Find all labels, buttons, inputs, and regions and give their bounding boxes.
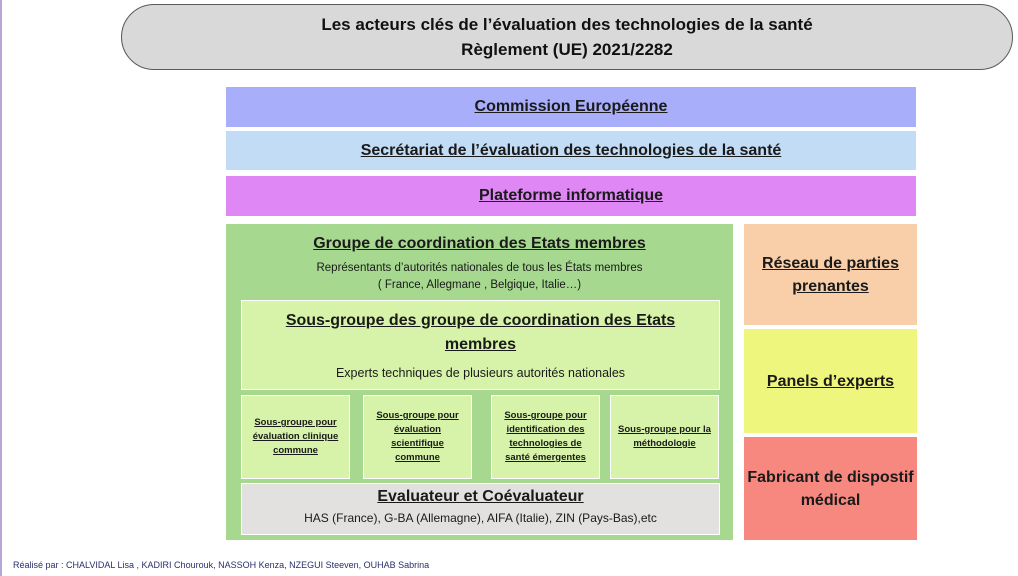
- page-left-border: [0, 0, 2, 576]
- groupe-title: Groupe de coordination des Etats membres: [313, 235, 646, 252]
- sous-groupe-box: [241, 300, 720, 390]
- groupe-description-line-1: Représentants d’autorités nationales de tous les États membres: [316, 262, 643, 274]
- sous-groupe-description: Experts techniques de plusieurs autorités nationales: [335, 366, 626, 380]
- commission-band: Commission Européenne: [225, 86, 917, 128]
- reseau-parties-prenantes-box: Réseau de parties prenantes: [743, 223, 918, 326]
- plateforme-band: Plateforme informatique: [225, 175, 917, 217]
- sous-groupe-evaluation-clinique: Sous-groupe pour évaluation clinique commune: [241, 395, 350, 479]
- evaluateur-box: [241, 483, 720, 535]
- secretariat-band: Secrétariat de l’évaluation des technologies de la santé: [225, 130, 917, 171]
- evaluateur-description: HAS (France), G-BA (Allemagne), AIFA (Italie), ZIN (Pays-Bas),etc: [304, 511, 657, 525]
- sous-groupe-technologies-emergentes: Sous-groupe pour identification des technologies de santé émergentes: [491, 395, 600, 479]
- footer-credits: Réalisé par : CHALVIDAL Lisa , KADIRI Chourouk, NASSOH Kenza, NZEGUI Steeven, OUHAB Sabrina: [13, 560, 430, 570]
- title-line-1: Les acteurs clés de l’évaluation des technologies de la santé: [321, 15, 813, 34]
- groupe-description: [226, 260, 733, 294]
- title-line-2: Règlement (UE) 2021/2282: [461, 40, 673, 59]
- fabricant-dispositif-box: Fabricant de dispostif médical: [743, 436, 918, 541]
- groupe-coordination-box: [225, 223, 734, 541]
- title-banner: [121, 4, 1013, 70]
- sous-groupe-evaluation-scientifique: Sous-groupe pour évaluation scientifique commune: [363, 395, 472, 479]
- panels-experts-box: Panels d’experts: [743, 328, 918, 434]
- sous-groupe-title: Sous-groupe des groupe de coordination des Etats membres: [285, 312, 676, 353]
- sous-groupe-methodologie: Sous-groupe pour la méthodologie: [610, 395, 719, 479]
- evaluateur-title: Evaluateur et Coévaluateur: [377, 488, 584, 505]
- groupe-description-line-2: ( France, Allegmane , Belgique, Italie…): [377, 279, 582, 291]
